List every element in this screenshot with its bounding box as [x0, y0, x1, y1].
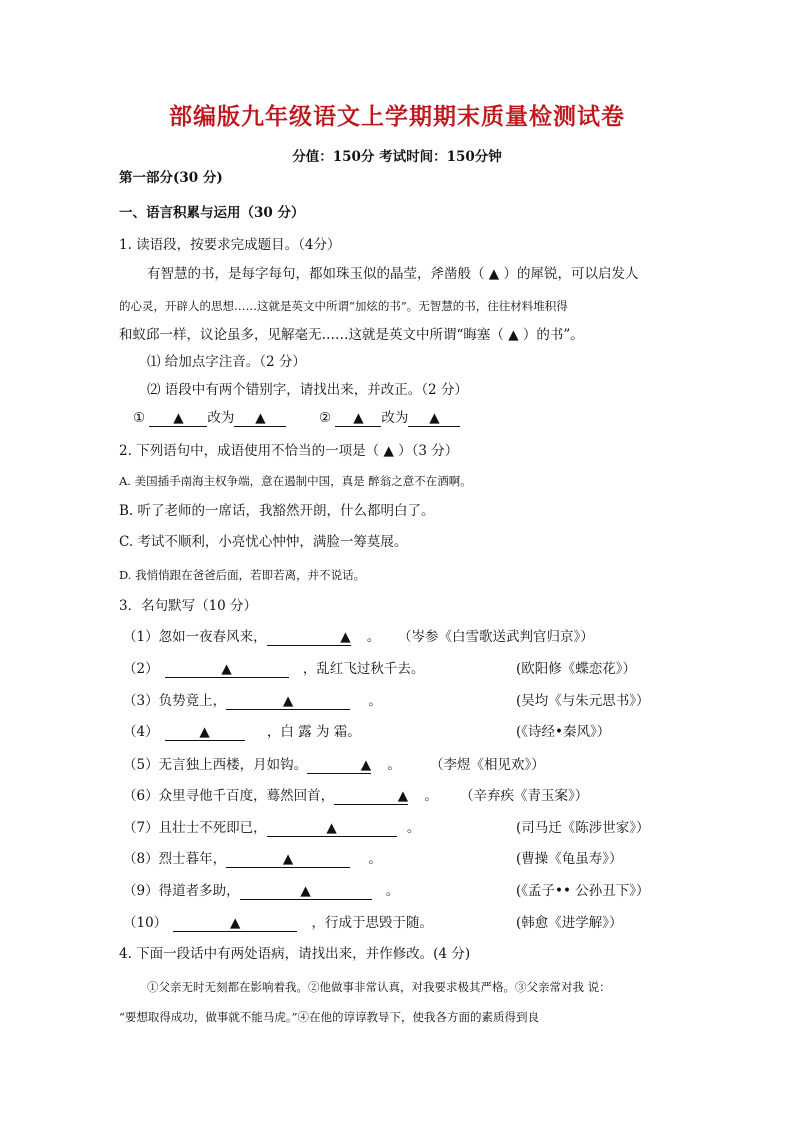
q2-option-a: A. 美国插手南海主权争端，意在遏制中国，真是 醉翁之意不在酒啊。 [119, 474, 472, 488]
change-to-label: 改为 [207, 410, 235, 426]
section-heading: 一、语言积累与运用（30 分） [119, 205, 305, 221]
q1-para-line3: 和蚁邱一样，议论虽多，见解毫无……这就是英文中所谓“晦塞（ ▲ ）的书”。 [119, 327, 584, 343]
fill-blank[interactable]: ▲ [267, 820, 397, 837]
exam-title: 部编版九年级语文上学期期末质量检测试卷 [169, 104, 625, 130]
answer-blank-wrong-1[interactable]: ▲ [149, 410, 207, 427]
answer-blank-correct-2[interactable]: ▲ [408, 410, 460, 427]
q3-source-8: (曹操《龟虽寿》） [516, 851, 623, 867]
q3-item-4: （4） ▲ ，白 露 为 霜。 [123, 724, 361, 740]
answer-num-2: ② [319, 410, 332, 426]
q3-item-6: （6）众里寻他千百度，蓦然回首， ▲ 。 [123, 788, 438, 804]
q3-source-2: (欧阳修《蝶恋花》） [516, 661, 637, 677]
q3-source-9: (《孟子•• 公孙丑下》） [516, 883, 650, 899]
q1-stem: 1. 读语段，按要求完成题目。（4分） [119, 237, 341, 253]
q4-para-line1: ①父亲无时无刻都在影响着我。②他做事非常认真，对我要求极其严格。③父亲常对我 说： [147, 980, 611, 994]
fill-blank[interactable]: ▲ [240, 883, 372, 900]
q3-stem: 3．名句默写（10 分） [119, 598, 258, 614]
q1-para-line1: 有智慧的书，是每字每句，都如珠玉似的晶莹，斧凿般（ ▲ ）的犀锐，可以启发人 [147, 266, 639, 282]
q3-item-9: （9）得道者多助， ▲ 。 [123, 883, 400, 899]
q3-item-1: （1）忽如一夜春风来， ▲ 。 [123, 629, 381, 645]
q4-stem: 4. 下面一段话中有两处语病，请找出来，并作修改。(4 分) [119, 946, 471, 962]
q1-answer-row [133, 408, 460, 428]
q3-item-8: （8）烈士暮年， ▲ 。 [123, 851, 382, 867]
fill-blank[interactable]: ▲ [165, 661, 289, 678]
q3-item-2: （2） ▲ ，乱红飞过秋千去。 [123, 661, 425, 677]
q1-sub2: ⑵ 语段中有两个错别字，请找出来，并改正。（2 分） [147, 382, 468, 398]
q3-source-3: (吴均《与朱元思书》） [516, 693, 650, 709]
fill-blank[interactable]: ▲ [173, 915, 297, 932]
q3-item-3: （3）负势竟上， ▲ 。 [123, 693, 382, 709]
q2-option-c: C. 考试不顺利，小亮忧心忡忡，满脸一筹莫展。 [119, 534, 408, 550]
fill-blank[interactable]: ▲ [226, 693, 350, 710]
fill-blank[interactable]: ▲ [267, 629, 351, 646]
q2-stem: 2. 下列语句中，成语使用不恰当的一项是（ ▲ ）（3 分） [119, 443, 459, 459]
fill-blank[interactable]: ▲ [165, 724, 245, 741]
answer-blank-wrong-2[interactable]: ▲ [335, 410, 381, 427]
fill-blank[interactable]: ▲ [226, 851, 350, 868]
answer-num-1: ① [133, 410, 146, 426]
q3-item-5: （5）无言独上西楼，月如钩。 ▲ 。 [123, 757, 401, 773]
answer-blank-correct-1[interactable]: ▲ [234, 410, 286, 427]
q3-source-4: (《诗经•秦风》） [516, 724, 611, 740]
q2-option-d: D. 我悄悄跟在爸爸后面，若即若离，并不说话。 [119, 568, 366, 582]
q3-source-6: （辛弃疾《青玉案》） [460, 788, 589, 804]
q3-item-10: （10） ▲ ，行成于思毁于随。 [123, 915, 433, 931]
part-heading: 第一部分(30 分) [119, 170, 223, 186]
q1-para-line2: 的心灵，开辟人的思想……这就是英文中所谓“加炫的书”。无智慧的书，往往材料堆积得 [119, 299, 568, 313]
q3-source-5: （李煜《相见欢》） [430, 757, 545, 773]
q2-option-b: B. 听了老师的一席话，我豁然开朗，什么都明白了。 [119, 503, 435, 519]
fill-blank[interactable]: ▲ [307, 757, 371, 774]
q1-sub1: ⑴ 给加点字注音。（2 分） [147, 354, 306, 370]
q3-source-1: （岑参《白雪歌送武判官归京》） [398, 629, 594, 645]
score-info: 分值：150分 考试时间：150分钟 [292, 149, 502, 165]
change-to-label: 改为 [381, 410, 409, 426]
q4-para-line2: “要想取得成功，做事就不能马虎。”④在他的谆谆教导下，使我各方面的素质得到良 [119, 1010, 540, 1024]
fill-blank[interactable]: ▲ [334, 788, 408, 805]
q3-source-10: (韩愈《进学解》） [516, 915, 623, 931]
q3-source-7: (司马迁《陈涉世家》） [516, 820, 650, 836]
q3-item-7: （7）且壮士不死即已， ▲ 。 [123, 820, 421, 836]
